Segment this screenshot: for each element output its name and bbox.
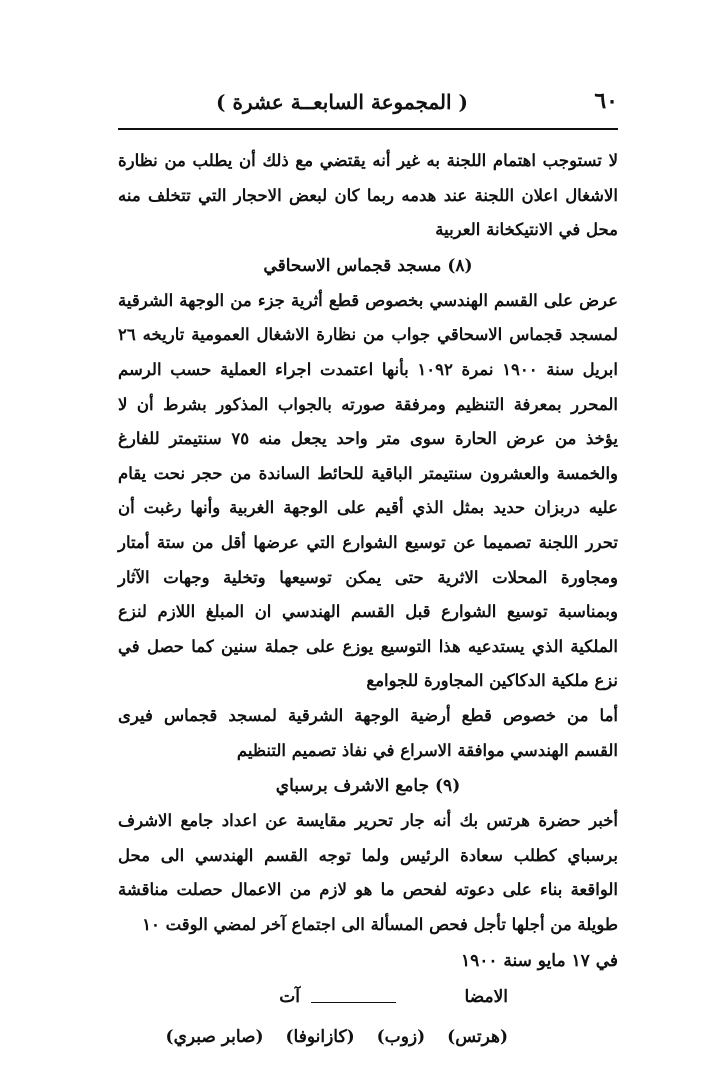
running-title: ( المجموعة السابعــة عشرة ): [216, 90, 468, 114]
signature-dash: [311, 1002, 396, 1003]
signatory-casanova: (كازانوفا): [285, 1027, 355, 1048]
section-heading-9: (٩) جامع الاشرف برسباي: [275, 776, 461, 797]
paragraph-intro: لا تستوجب اهتمام اللجنة به غير أنه يقتضي مع ذلك أن يطلب من نظارة الاشغال اعلان اللجنة عند هدمه ربما كان لبعض الاحجار التي تتخلف منه محل في الانتيكخانة العربية: [118, 151, 618, 240]
signature-label: الامضا: [464, 987, 508, 1008]
signatory-zob: (زوب): [376, 1027, 426, 1048]
paragraph-barsbay: أخبر حضرة هرتس بك أنه جار تحرير مقايسة عن اعداد جامع الاشرف برسباي كطلب سعادة الرئيس ولما توجه القسم الهندسي الى محل الواقعة بناء على دعوته لفحص ما هو لازم من الاعمال حصلت مناقشة طويلة من أجلها تأجل فحص المسألة الى اجتماع آخر لمضي الوقت ١٠: [118, 811, 618, 934]
signatory-herz: (هرتس): [447, 1027, 508, 1048]
document-body: [118, 144, 618, 1054]
signatory-saber-sabri: (صابر صبري): [165, 1027, 264, 1048]
paragraph-eastern-facade: أما من خصوص قطع أرضية الوجهة الشرقية لمسجد قجماس فيرى القسم الهندسي موافقة الاسراع في نفاذ تصميم التنظيم: [118, 705, 618, 760]
signatory-names: [118, 1016, 618, 1054]
section-heading-8: (٨) مسجد قجماس الاسحاقي: [263, 255, 473, 276]
date-line: في ١٧ مايو سنة ١٩٠٠: [460, 951, 618, 972]
signature-line: [118, 980, 618, 1016]
page-header: [118, 88, 618, 124]
signature-aat: آت: [279, 987, 300, 1008]
page-number: ٦٠: [594, 88, 618, 114]
header-rule: [118, 128, 618, 130]
paragraph-qajmas: عرض على القسم الهندسي بخصوص قطع أثرية جزء من الوجهة الشرقية لمسجد قجماس الاسحاقي جواب من نظارة الاشغال العمومية تاريخه ٢٦ ابريل سنة ١٩٠٠ نمرة ١٠٩٢ بأنها اعتمدت اجراء العملية حسب الرسم المحرر بمعرفة التنظيم ومرفقة صورته بالجواب المذكور بشرط أن لا يؤخذ من عرض الحارة سوى متر واحد يجعل منه ٧٥ سنتيمتر للفارغ والخمسة والعشرون سنتيمتر الباقية للحائط الساندة من حجر نحت يقام عليه دربزان حديد بمثل الذي أقيم على الوجهة الغربية وأنها رغبت أن تحرر اللجنة تصميما عن توسيع الشوارع التي عرضها أقل من ستة أمتار ومجاورة المحلات الاثرية حتى يمكن توسيعها وتخلية وجهات الآثار وبمناسبة توسيع الشوارع قبل القسم الهندسي ان المبلغ اللازم لنزع الملكية الذي يستدعيه هذا التوسيع يوزع على جملة سنين كما حصل في نزع ملكية الدكاكين المجاورة للجوامع: [118, 290, 618, 691]
